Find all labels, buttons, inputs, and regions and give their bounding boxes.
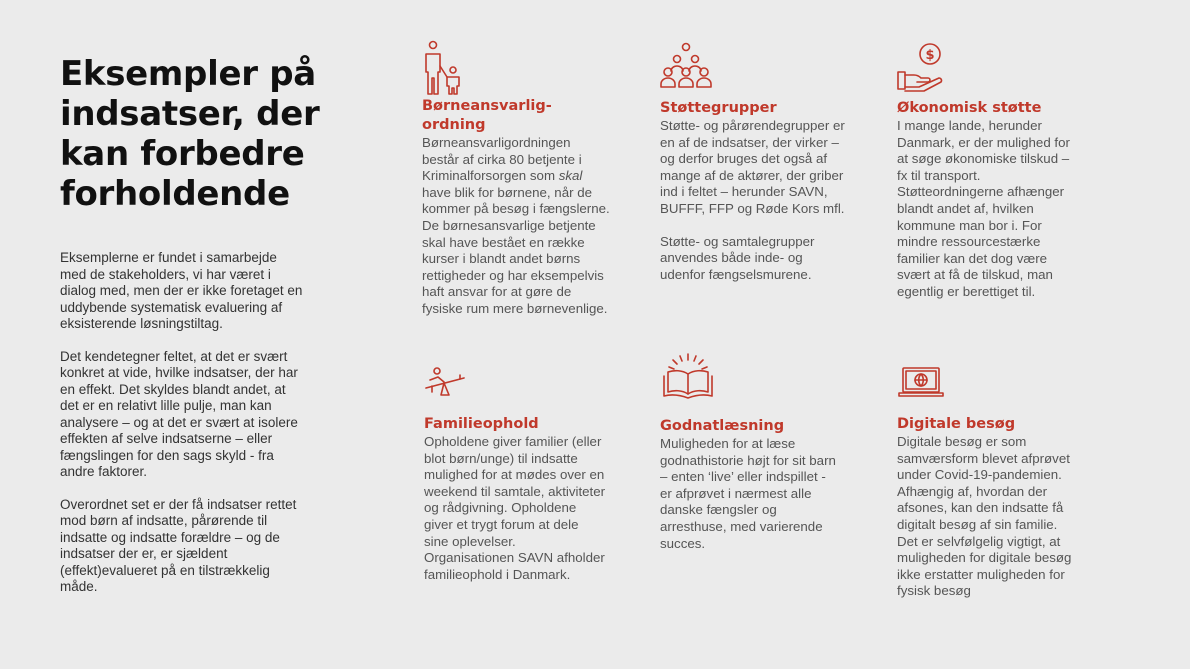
card-body xyxy=(422,135,610,318)
parent-child-icon xyxy=(422,40,466,96)
card-title: Godnatlæsning xyxy=(660,418,785,434)
card-title: Familieophold xyxy=(424,416,539,432)
intro-paragraph: Eksemplerne er fundet i samarbejde med de stakeholders, vi har været i dialog med, men der er ikke foretaget en uddybende systematisk evaluering af eksisterende løsningstiltag. xyxy=(60,250,303,331)
card-body xyxy=(660,118,845,283)
card-title: Digitale besøg xyxy=(897,416,1016,432)
card-paragraph: Børneansvarligordningen består af cirka 80 betjente i Kriminalforsorgen som skal have blik for børnene, når de kommer på besøg i fængslerne. De børnesansvarlige betjente skal have bestået en række kurser i blandt andet børns rettigheder og har eksempelvis haft ansvar for at gøre de fysiske rum mere børnevenlige. xyxy=(422,135,610,316)
laptop-globe-icon xyxy=(897,366,945,400)
card-familieophold xyxy=(424,366,606,583)
seesaw-icon xyxy=(424,366,468,396)
card-paragraph: Støtte- og samtalegrupper anvendes både inde- og udenfor fængselsmurene. xyxy=(660,233,815,282)
support-group-icon xyxy=(660,42,712,92)
open-book-icon xyxy=(660,350,716,400)
card-body xyxy=(660,436,838,552)
intro-paragraph: Overordnet set er der få indsatser rettet mod børn af indsatte, pårørende til indsatte og indsatte forældre – og de indsatser der er, er sjældent (effekt)evalueret på en tilstrækkelig måde. xyxy=(60,496,297,594)
card-paragraph: Muligheden for at læse godnathistorie højt for sit barn – enten ‘live’ eller indspillet - er afprøvet i nærmest alle danske fængsler og arresthuse, med varierende succes. xyxy=(660,436,836,551)
card-paragraph: Støtte- og pårørendegrupper er en af de indsatser, der virker – og derfor bruges det også af mange af de aktører, der griber ind i feltet – herunder SAVN, BUFFF, FFP og Røde Kors mfl. xyxy=(660,118,845,216)
card-digitale-besoeg xyxy=(897,366,1093,600)
card-stoettegrupper xyxy=(660,42,845,283)
card-paragraph: Opholdene giver familier (eller blot børn/unge) til indsatte mulighed for at mødes over en weekend til samtale, aktiviteter og rådgivning. Opholdene giver et trygt forum at dele sine oplevelser. Organisationen SAVN afholder familieophold i Danmark. xyxy=(424,434,606,582)
card-body xyxy=(424,434,606,583)
card-godnatlaesning xyxy=(660,350,838,552)
card-title: Støttegrupper xyxy=(660,100,777,116)
hand-coin-icon xyxy=(897,42,953,92)
card-body xyxy=(897,434,1093,600)
intro-paragraph: Det kendetegner feltet, at det er svært konkret at vide, hvilke indsatser, der har en effekt. Det skyldes blandt andet, at det er en relativt lille pulje, man kan analysere – og at det er svært at isolere effekten af selve indsatserne – eller fængslingen for den sags skyld - fra andre faktorer. xyxy=(60,348,298,479)
intro-text xyxy=(60,250,305,612)
card-body xyxy=(897,118,1077,301)
page-title: Eksempler på indsatser, der kan forbedre forholdende xyxy=(60,54,320,214)
card-paragraph: Digitale besøg er som samværsform blevet afprøvet under Covid-19-pandemien. Afhængig af, hvordan der afsones, kan den indsatte få digitalt besøg af sin familie. Det er selvfølgelig vigtigt, at muligheden for digitale besøg ikke erstatter muligheden for fysisk besøg xyxy=(897,434,1072,599)
card-title: Børneansvarlig-ordning xyxy=(422,98,552,133)
card-paragraph: I mange lande, herunder Danmark, er der mulighed for at søge økonomiske tilskud – fx til transport. Støtteordningerne afhænger blandt andet af, hvilken kommune man bor i. For mindre ressourcestærke familier kan det dog være svært at få de tilskud, man egentlig er berettiget til. xyxy=(897,118,1070,299)
card-boerneansvarligordning xyxy=(422,40,610,318)
card-oekonomisk-stoette xyxy=(897,42,1077,301)
svg-text:$: $ xyxy=(925,48,935,63)
card-title: Økonomisk støtte xyxy=(897,100,1042,116)
